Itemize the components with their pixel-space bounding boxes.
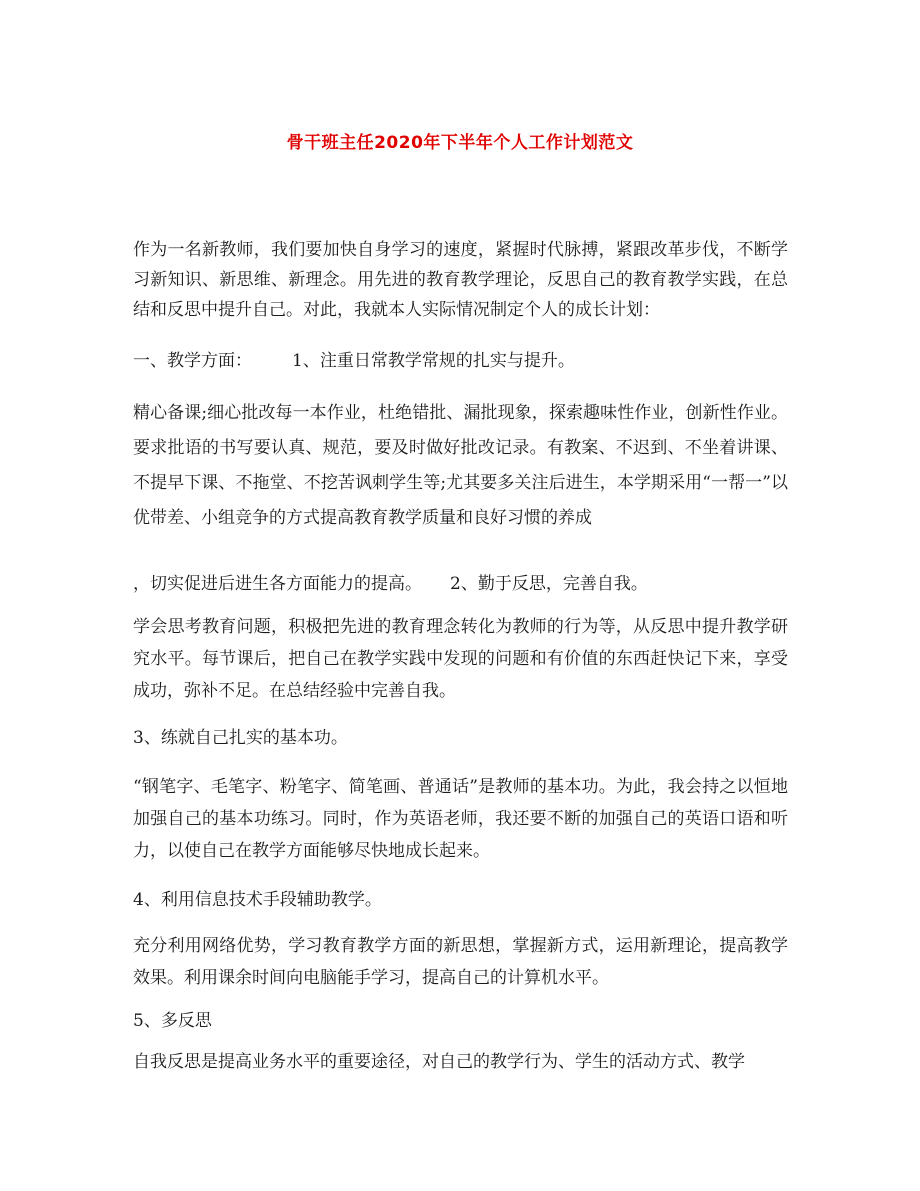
item4-heading: 4、利用信息技术手段辅助教学。 xyxy=(133,890,382,910)
item1-heading: 1、注重日常教学常规的扎实与提升。 xyxy=(292,351,575,371)
intro-paragraph: 作为一名新教师，我们要加快自身学习的速度，紧握时代脉搏，紧跟改革步伐，不断学习新知识、新思维、新理念。用先进的教育教学理论，反思自己的教育教学实践，在总结和反思中提升自己。对此，我就本人实际情况制定个人的成长计划： xyxy=(133,240,788,320)
item1-tail: ，切实促进后进生各方面能力的提高。 xyxy=(133,574,422,594)
item3-heading: 3、练就自己扎实的基本功。 xyxy=(133,728,348,748)
item2-body: 学会思考教育问题，积极把先进的教育理念转化为教师的行为等，从反思中提升教学研究水平。每节课后，把自己在教学实践中发现的问题和有价值的东西赶快记下来，享受成功，弥补不足。在总结经验中完善自我。 xyxy=(133,617,788,701)
item4-body: 充分利用网络优势，学习教育教学方面的新思想，掌握新方式，运用新理论，提高教学效果。利用课余时间向电脑能手学习，提高自己的计算机水平。 xyxy=(133,936,788,988)
section1-heading: 一、教学方面： xyxy=(133,351,252,371)
item3-body: “钢笔字、毛笔字、粉笔字、简笔画、普通话”是教师的基本功。为此，我会持之以恒地加强自己的基本功练习。同时，作为英语老师，我还要不断的加强自己的英语口语和听力，以使自己在教学方面能够尽快地成长起来。 xyxy=(133,777,788,861)
item2-heading: 2、勤于反思，完善自我。 xyxy=(450,574,648,594)
item5-heading: 5、多反思 xyxy=(133,1011,212,1031)
section1-line xyxy=(133,347,788,375)
item1-tail-line xyxy=(133,570,788,598)
item1-body: 精心备课;细心批改每一本作业，杜绝错批、漏批现象，探索趣味性作业，创新性作业。要求批语的书写要认真、规范，要及时做好批改记录。有教案、不迟到、不坐着讲课、不提早下课、不拖堂、不挖苦讽刺学生等;尤其要多关注后进生，本学期采用“一帮一”以优带差、小组竞争的方式提高教育教学质量和良好习惯的养成 xyxy=(133,403,788,528)
item5-body: 自我反思是提高业务水平的重要途径，对自己的教学行为、学生的活动方式、教学 xyxy=(133,1052,745,1072)
document-title: 骨干班主任2020年下半年个人工作计划范文 xyxy=(286,133,634,153)
